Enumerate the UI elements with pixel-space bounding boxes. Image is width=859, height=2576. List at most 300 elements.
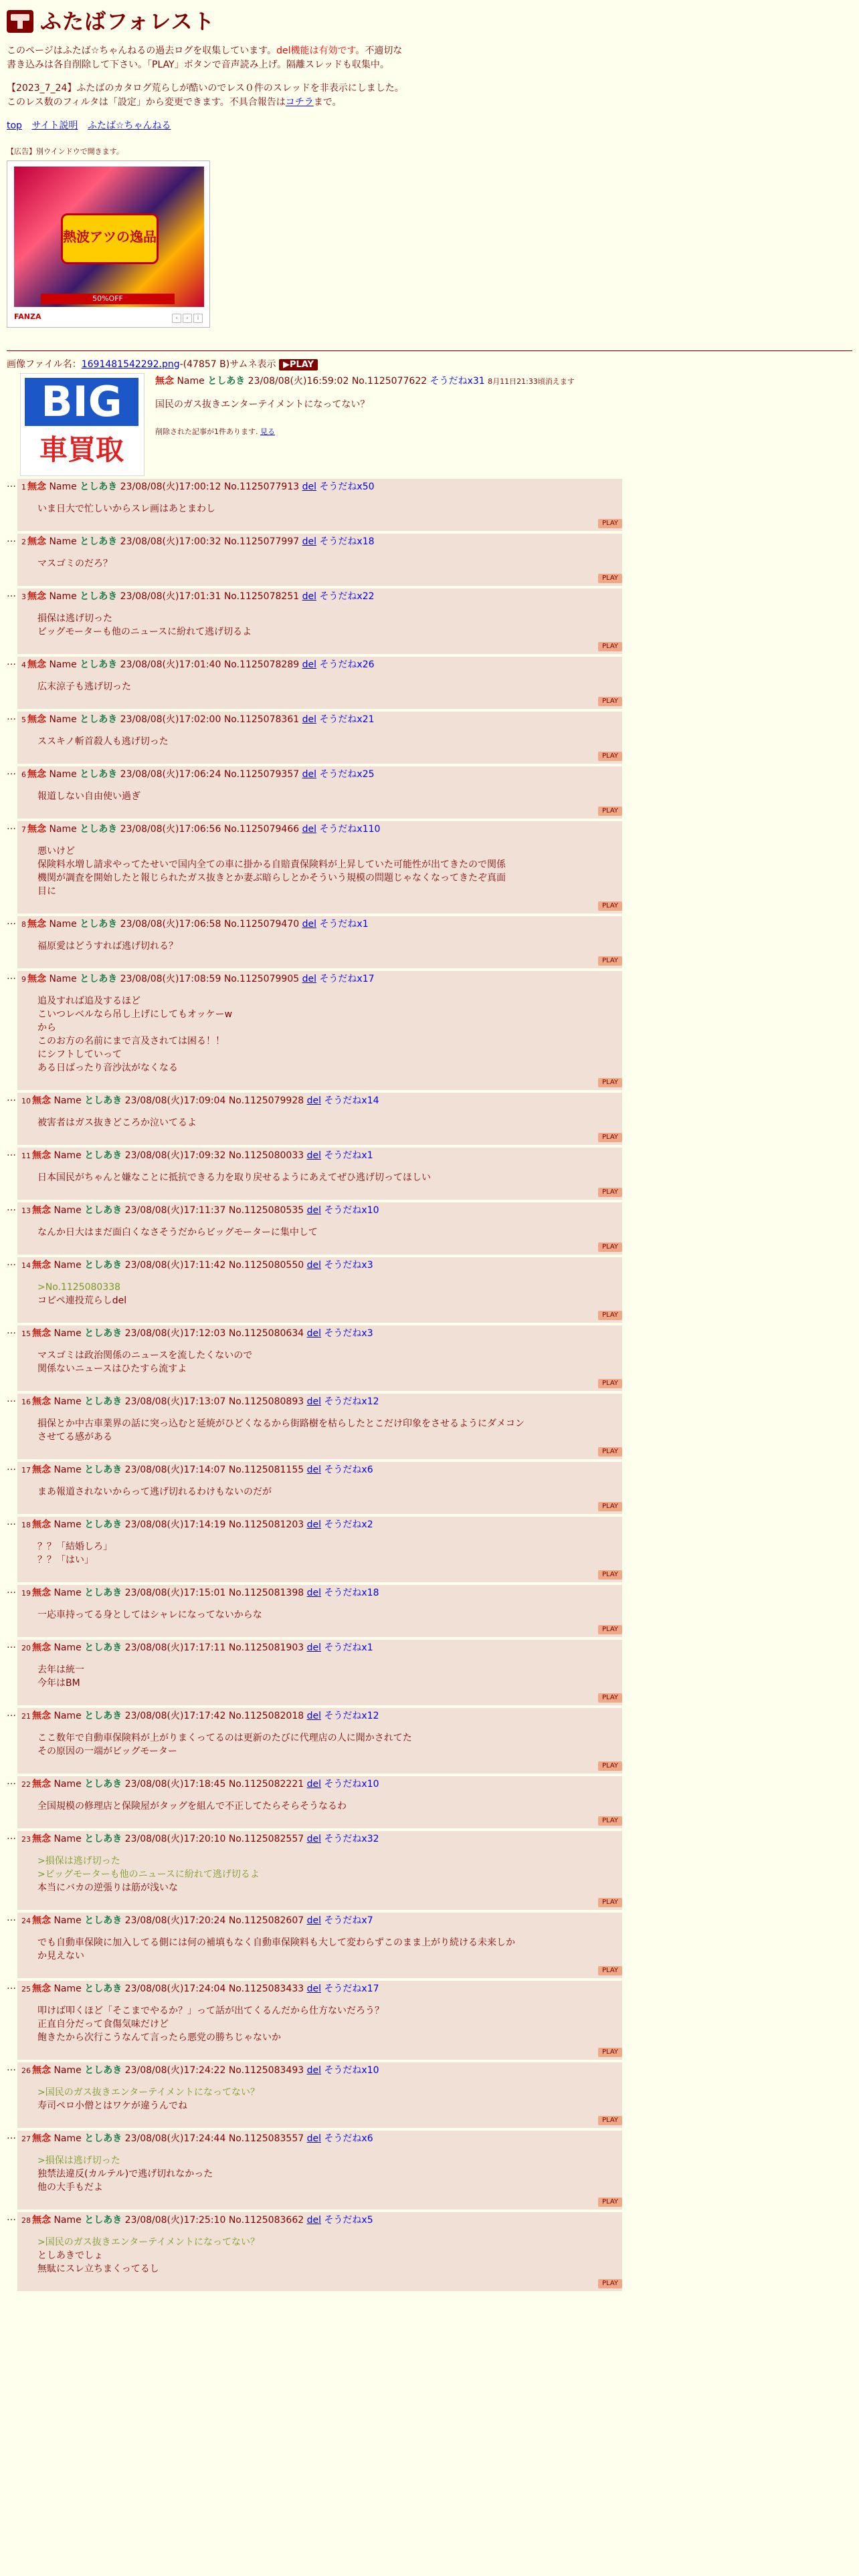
reply-number[interactable]: No.1125078361 <box>223 714 300 725</box>
reply-name-label: Name <box>54 1464 82 1475</box>
reply-date: 23/08/08(火)17:24:22 <box>124 2064 226 2076</box>
reply-name: としあき <box>84 1778 122 1790</box>
reply-text <box>37 1281 622 1307</box>
reply-index: 5 <box>21 715 26 724</box>
intro-p1-red: del機能は有効です。 <box>276 45 365 56</box>
reply-line: 被害者はガス抜きどころか泣いてるよ <box>37 1117 197 1128</box>
reply-number[interactable]: No.1125082018 <box>228 1710 304 1721</box>
reply-date: 23/08/08(火)17:11:37 <box>124 1204 226 1216</box>
chevron-left-icon[interactable]: ‹ <box>172 314 181 323</box>
reply-line: か見えない <box>37 1950 84 1961</box>
reply-sodane-button[interactable]: そうだねx110 <box>319 823 381 835</box>
reply-dots: … <box>7 1325 16 1336</box>
reply-index: 8 <box>21 920 26 929</box>
reply-row <box>7 766 839 819</box>
reply-del-link[interactable]: del <box>306 1710 321 1721</box>
reply-index: 25 <box>21 1984 31 1994</box>
reply-sodane-button[interactable]: そうだねx10 <box>324 1778 379 1790</box>
reply-date: 23/08/08(火)17:13:07 <box>124 1396 226 1407</box>
reply-number[interactable]: No.1125082607 <box>228 1915 304 1926</box>
reply-name-label: Name <box>49 768 77 780</box>
site-title: ふたばフォレスト <box>40 9 215 34</box>
reply-sodane-button[interactable]: そうだねx14 <box>324 1095 379 1106</box>
reply-play-button[interactable]: PLAY <box>598 1243 622 1252</box>
reply-name: としあき <box>80 591 118 602</box>
thumb-big-text: BIG <box>25 378 138 426</box>
op-number[interactable]: No.1125077622 <box>351 375 427 387</box>
reply-box <box>17 766 622 819</box>
thumb-kaitori-text: 車買取 <box>25 430 138 470</box>
reply-index: 19 <box>21 1588 31 1598</box>
reply-del-link[interactable]: del <box>306 1519 321 1530</box>
reply-date: 23/08/08(火)17:09:32 <box>124 1150 226 1161</box>
reply-name: としあき <box>84 1642 122 1653</box>
reply-dots: … <box>7 1202 16 1213</box>
reply-header <box>21 1709 622 1723</box>
reply-play-row <box>21 2276 622 2291</box>
reply-del-link[interactable]: del <box>306 1327 321 1339</box>
reply-quote-line: >No.1125080338 <box>37 1281 121 1293</box>
reply-index: 2 <box>21 537 26 546</box>
reply-name-label: Name <box>54 1327 82 1339</box>
reply-number[interactable]: No.1125080893 <box>228 1396 304 1407</box>
reply-dots: … <box>7 588 16 599</box>
reply-number[interactable]: No.1125080535 <box>228 1204 304 1216</box>
reply-row <box>7 479 839 531</box>
reply-sodane-button[interactable]: そうだねx1 <box>319 918 369 930</box>
reply-del-link[interactable]: del <box>302 591 316 602</box>
reply-sodane-button[interactable]: そうだねx2 <box>324 1519 373 1530</box>
reply-dots: … <box>7 656 16 667</box>
reply-del-link[interactable]: del <box>306 1396 321 1407</box>
reply-line: 関係ないニュースはひたすら流すよ <box>37 1363 187 1374</box>
reply-dots: … <box>7 766 16 777</box>
reply-play-button[interactable]: PLAY <box>598 956 622 966</box>
reply-del-link[interactable]: del <box>306 1150 321 1161</box>
reply-del-link[interactable]: del <box>302 481 316 492</box>
reply-line: 目に <box>37 885 56 897</box>
reply-sodane-button[interactable]: そうだねx17 <box>324 1983 379 1994</box>
reply-name-label: Name <box>54 1259 82 1271</box>
reply-header <box>21 1586 622 1600</box>
reply-text <box>37 2086 622 2113</box>
reply-date: 23/08/08(火)17:12:03 <box>124 1327 226 1339</box>
reply-number[interactable]: No.1125080634 <box>228 1327 304 1339</box>
reply-name-label: Name <box>54 1396 82 1407</box>
reply-del-link[interactable]: del <box>306 1778 321 1790</box>
reply-index: 3 <box>21 592 26 601</box>
reply-line: 本当にバカの逆張りは筋が浅いな <box>37 1882 178 1893</box>
reply-box <box>17 588 622 654</box>
reply-text <box>37 994 622 1075</box>
reply-subject: 無念 <box>32 1150 51 1161</box>
reply-line: こいつレベルなら吊し上げにしてもオッケーw <box>37 1008 233 1020</box>
reply-del-link[interactable]: del <box>306 1587 321 1598</box>
reply-del-link[interactable]: del <box>302 973 316 984</box>
reply-play-button[interactable]: PLAY <box>598 1133 622 1142</box>
reply-del-link[interactable]: del <box>306 1983 321 1994</box>
reply-text <box>37 790 622 803</box>
reply-row <box>7 1325 839 1391</box>
reply-del-link[interactable]: del <box>306 1095 321 1106</box>
op-expire: 8月11日21:33頃消えます <box>488 377 575 386</box>
reply-name-label: Name <box>54 1778 82 1790</box>
reply-del-link[interactable]: del <box>302 714 316 725</box>
reply-play-button[interactable]: PLAY <box>598 901 622 911</box>
reply-name: としあき <box>84 1833 122 1844</box>
op-play-button[interactable]: ▶PLAY <box>279 359 318 370</box>
reply-play-row <box>21 1622 622 1637</box>
futaba-logo-icon <box>7 10 33 33</box>
reply-del-link[interactable]: del <box>302 918 316 930</box>
op-header <box>155 374 575 389</box>
reply-row <box>7 1148 839 1200</box>
reply-number[interactable]: No.1125079357 <box>223 768 300 780</box>
reply-name: としあき <box>84 1587 122 1598</box>
reply-name: としあき <box>84 1915 122 1926</box>
reply-dots: … <box>7 1092 16 1103</box>
reply-number[interactable]: No.1125078251 <box>223 591 300 602</box>
op-thumbnail[interactable] <box>20 373 145 476</box>
reply-number[interactable]: No.1125079466 <box>223 823 300 835</box>
reply-play-button[interactable]: PLAY <box>598 574 622 583</box>
reply-del-link[interactable]: del <box>306 1259 321 1271</box>
reply-del-link[interactable]: del <box>302 823 316 835</box>
reply-text <box>37 940 622 953</box>
reply-play-row <box>21 1130 622 1145</box>
reply-sodane-button[interactable]: そうだねx18 <box>324 1587 379 1598</box>
reply-row <box>7 1776 839 1828</box>
reply-index: 18 <box>21 1520 31 1529</box>
reply-index: 21 <box>21 1711 31 1721</box>
reply-subject: 無念 <box>27 973 46 984</box>
reply-play-button[interactable]: PLAY <box>598 752 622 761</box>
reply-number[interactable]: No.1125077913 <box>223 481 300 492</box>
reply-sodane-button[interactable]: そうだねx21 <box>319 714 375 725</box>
reply-number[interactable]: No.1125081203 <box>228 1519 304 1530</box>
reply-header <box>21 918 622 932</box>
reply-name-label: Name <box>49 823 77 835</box>
reply-play-button[interactable]: PLAY <box>598 1379 622 1388</box>
reply-name-label: Name <box>49 536 77 547</box>
reply-row <box>7 1831 839 1910</box>
reply-box <box>17 1708 622 1774</box>
reply-line: 正直自分だって食傷気味だけど <box>37 2018 169 2030</box>
reply-sodane-button[interactable]: そうだねx1 <box>324 1150 373 1161</box>
intro-paragraph-2 <box>7 82 408 110</box>
reply-box <box>17 1462 622 1514</box>
op-file-link[interactable]: 1691481542292.png <box>81 358 180 370</box>
reply-header <box>21 2132 622 2146</box>
reply-play-button[interactable]: PLAY <box>598 2048 622 2057</box>
reply-play-row <box>21 1567 622 1582</box>
reply-sodane-button[interactable]: そうだねx7 <box>324 1915 373 1926</box>
reply-play-button[interactable]: PLAY <box>598 1898 622 1907</box>
reply-play-button[interactable]: PLAY <box>598 642 622 651</box>
reply-play-row <box>21 1758 622 1774</box>
reply-subject: 無念 <box>27 481 46 492</box>
reply-index: 20 <box>21 1643 31 1652</box>
reply-play-row <box>21 1239 622 1255</box>
reply-del-link[interactable]: del <box>306 2064 321 2076</box>
info-icon[interactable]: i <box>193 314 203 323</box>
reply-number[interactable]: No.1125078289 <box>223 659 300 670</box>
reply-number[interactable]: No.1125081398 <box>228 1587 304 1598</box>
reply-name: としあき <box>80 918 118 930</box>
reply-quote-line: >損保は逃げ切った <box>37 2155 120 2166</box>
reply-subject: 無念 <box>32 1519 51 1530</box>
reply-line: 保険料水増し請求やってたせいで国内全ての車に掛かる自賠責保険料が上昇していた可能性が出てきたので関係 <box>37 859 506 870</box>
reply-dots: … <box>7 1912 16 1923</box>
reply-sodane-button[interactable]: そうだねx17 <box>319 973 375 984</box>
reply-del-link[interactable]: del <box>306 1833 321 1844</box>
reply-number[interactable]: No.1125081155 <box>228 1464 304 1475</box>
reply-subject: 無念 <box>32 1327 51 1339</box>
reply-subject: 無念 <box>32 1259 51 1271</box>
op-sodane-button[interactable]: そうだねx31 <box>430 375 485 387</box>
reply-sodane-button[interactable]: そうだねx32 <box>324 1833 379 1844</box>
intro-paragraph-1 <box>7 44 408 72</box>
reply-sodane-button[interactable]: そうだねx18 <box>319 536 375 547</box>
reply-header <box>21 972 622 986</box>
nav-top-link[interactable]: top <box>7 120 22 131</box>
reply-subject: 無念 <box>32 2133 51 2144</box>
reply-text <box>37 502 622 516</box>
intro-p2: 【2023_7_24】ふたばのカタログ荒らしが酷いのでレス０件のスレッドを非表示にしました。このレス数のフィルタは「設定」から変更できます。不具合報告は <box>7 83 404 108</box>
reply-play-button[interactable]: PLAY <box>598 1447 622 1457</box>
reply-line: ？？「結婚しろ」 <box>37 1541 112 1552</box>
reply-text <box>37 1731 622 1758</box>
reply-number[interactable]: No.1125083662 <box>228 2214 304 2226</box>
reply-number[interactable]: No.1125082221 <box>228 1778 304 1790</box>
reply-number[interactable]: No.1125079928 <box>228 1095 304 1106</box>
reply-name: としあき <box>84 1327 122 1339</box>
reply-del-link[interactable]: del <box>306 1464 321 1475</box>
reply-row <box>7 821 839 914</box>
reply-line: 今年はBM <box>37 1677 80 1689</box>
reply-sodane-button[interactable]: そうだねx12 <box>324 1396 379 1407</box>
reply-sodane-button[interactable]: そうだねx10 <box>324 1204 379 1216</box>
reply-date: 23/08/08(火)17:14:07 <box>124 1464 226 1475</box>
reply-name-label: Name <box>54 1587 82 1598</box>
reply-box <box>17 971 622 1090</box>
reply-date: 23/08/08(火)17:00:12 <box>120 481 221 492</box>
reply-text <box>37 1485 622 1499</box>
reply-sodane-button[interactable]: そうだねx10 <box>324 2064 379 2076</box>
reply-play-row <box>21 693 622 709</box>
reply-play-button[interactable]: PLAY <box>598 1761 622 1771</box>
nav-futaba-link[interactable]: ふたば☆ちゃんねる <box>87 120 171 131</box>
reply-sodane-button[interactable]: そうだねx50 <box>319 481 375 492</box>
reply-number[interactable]: No.1125077997 <box>223 536 300 547</box>
reply-number[interactable]: No.1125080033 <box>228 1150 304 1161</box>
reply-sodane-button[interactable]: そうだねx5 <box>324 2214 373 2226</box>
intro-p2-end: まで。 <box>313 97 342 108</box>
reply-name-label: Name <box>54 1095 82 1106</box>
reply-play-button[interactable]: PLAY <box>598 1502 622 1511</box>
reply-header <box>21 713 622 727</box>
separator <box>7 350 852 351</box>
reply-name: としあき <box>84 1150 122 1161</box>
reply-line: ここ数年で自動車保険料が上がりまくってるのは更新のたびに代理店の人に聞かされてた <box>37 1732 412 1743</box>
reply-box <box>17 1517 622 1582</box>
reply-play-button[interactable]: PLAY <box>598 519 622 528</box>
reply-box <box>17 2062 622 2128</box>
reply-date: 23/08/08(火)17:25:10 <box>124 2214 226 2226</box>
ad-badge: 熱波アツの逸品 <box>61 213 159 264</box>
reply-number[interactable]: No.1125080550 <box>228 1259 304 1271</box>
show-deleted-link[interactable]: 見る <box>260 427 275 436</box>
ad-banner[interactable] <box>7 160 210 328</box>
reply-index: 22 <box>21 1780 31 1789</box>
reply-line: なんか日大はまだ面白くなさそうだからビッグモーターに集中して <box>37 1226 318 1238</box>
reply-del-link[interactable]: del <box>306 2133 321 2144</box>
reply-number[interactable]: No.1125083557 <box>228 2133 304 2144</box>
reply-text <box>37 1608 622 1622</box>
intro-p1: このページはふたば☆ちゃんねるの過去ログを収集しています。 <box>7 45 277 56</box>
reply-row <box>7 1202 839 1255</box>
site-header <box>7 5 839 37</box>
reply-line: させてる感がある <box>37 1431 112 1442</box>
reply-line: ？？「はい」 <box>37 1554 94 1566</box>
reply-line: マスゴミは政治関係のニュースを流したくないので <box>37 1350 253 1361</box>
reply-sodane-button[interactable]: そうだねx12 <box>324 1710 379 1721</box>
reply-sodane-button[interactable]: そうだねx6 <box>324 2133 373 2144</box>
reply-text <box>37 735 622 748</box>
ad-discount: 50%OFF <box>41 294 175 304</box>
reply-sodane-button[interactable]: そうだねx6 <box>324 1464 373 1475</box>
reply-row <box>7 2212 839 2291</box>
reply-line: 損保とか中古車業界の話に突っ込むと延焼がひどくなるから街路樹を枯らしたとこだけ印象をさせるようにダメコン <box>37 1418 524 1429</box>
reply-play-button[interactable]: PLAY <box>598 1078 622 1087</box>
reply-del-link[interactable]: del <box>306 1915 321 1926</box>
reply-date: 23/08/08(火)17:17:11 <box>124 1642 226 1653</box>
reply-index: 14 <box>21 1261 31 1270</box>
reply-row <box>7 971 839 1090</box>
reply-text <box>37 557 622 570</box>
reply-line: 広末涼子も逃げ切った <box>37 681 131 692</box>
reply-play-button[interactable]: PLAY <box>598 2116 622 2125</box>
reply-number[interactable]: No.1125079905 <box>223 973 300 984</box>
reply-play-button[interactable]: PLAY <box>598 1311 622 1320</box>
reply-play-row <box>21 953 622 968</box>
reply-line: にシフトしていって <box>37 1049 122 1060</box>
intro-text <box>7 44 408 110</box>
reply-date: 23/08/08(火)17:01:31 <box>120 591 221 602</box>
reply-play-button[interactable]: PLAY <box>598 697 622 706</box>
reply-play-row <box>21 748 622 764</box>
reply-subject: 無念 <box>27 714 46 725</box>
reply-line: 悪いけど <box>37 845 75 857</box>
reply-play-button[interactable]: PLAY <box>598 1816 622 1826</box>
reply-del-link[interactable]: del <box>302 659 316 670</box>
reply-dots: … <box>7 533 16 544</box>
file-meta: -(47857 B)サムネ表示 <box>179 358 276 370</box>
reply-box <box>17 1981 622 2060</box>
nav-about-link[interactable]: サイト説明 <box>31 120 78 131</box>
reply-header <box>21 1518 622 1532</box>
reply-date: 23/08/08(火)17:02:00 <box>120 714 221 725</box>
reply-row <box>7 534 839 586</box>
reply-subject: 無念 <box>32 1983 51 1994</box>
reply-play-button[interactable]: PLAY <box>598 1966 622 1975</box>
reply-play-row <box>21 1184 622 1200</box>
reply-del-link[interactable]: del <box>306 1642 321 1653</box>
reply-number[interactable]: No.1125083433 <box>228 1983 304 1994</box>
reply-play-row <box>21 2113 622 2128</box>
reply-del-link[interactable]: del <box>302 536 316 547</box>
reply-number[interactable]: No.1125081903 <box>228 1642 304 1653</box>
chevron-right-icon[interactable]: › <box>183 314 192 323</box>
reply-box <box>17 657 622 709</box>
reply-play-button[interactable]: PLAY <box>598 1625 622 1634</box>
reply-text <box>37 1349 622 1376</box>
reply-play-row <box>21 1307 622 1323</box>
reply-row <box>7 588 839 654</box>
reply-subject: 無念 <box>32 1204 51 1216</box>
reply-sodane-button[interactable]: そうだねx1 <box>324 1642 373 1653</box>
reply-del-link[interactable]: del <box>306 1204 321 1216</box>
op-file-line <box>7 358 839 372</box>
reply-line: いま日大で忙しいからスレ画はあとまわし <box>37 503 215 514</box>
reply-play-row <box>21 516 622 531</box>
reply-play-button[interactable]: PLAY <box>598 1570 622 1580</box>
op-name-label: Name <box>177 375 205 387</box>
reply-del-link[interactable]: del <box>302 768 316 780</box>
reply-dots: … <box>7 1516 16 1527</box>
reply-sodane-button[interactable]: そうだねx3 <box>324 1259 373 1271</box>
reply-text <box>37 2004 622 2044</box>
reply-del-link[interactable]: del <box>306 2214 321 2226</box>
reply-sodane-button[interactable]: そうだねx25 <box>319 768 375 780</box>
reply-row <box>7 1708 839 1774</box>
ad-image[interactable] <box>14 167 204 307</box>
reply-number[interactable]: No.1125079470 <box>223 918 300 930</box>
reply-name: としあき <box>80 714 118 725</box>
reply-name: としあき <box>84 2214 122 2226</box>
reply-line: ススキノ斬首殺人も逃げ切った <box>37 736 169 747</box>
reply-dots: … <box>7 1461 16 1473</box>
reply-number[interactable]: No.1125082557 <box>228 1833 304 1844</box>
reply-line: 去年は統一 <box>37 1664 84 1675</box>
reply-text <box>37 1936 622 1963</box>
reply-play-button[interactable]: PLAY <box>598 2197 622 2207</box>
reply-play-button[interactable]: PLAY <box>598 2279 622 2288</box>
reply-line: 無駄にスレ立ちまくってるし <box>37 2263 159 2274</box>
reply-subject: 無念 <box>32 2064 51 2076</box>
reply-header <box>21 1094 622 1108</box>
reply-line: でも自動車保険に加入してる側には何の補填もなく自動車保険料も大して変わらずこのまま上がり続ける未来しか <box>37 1937 515 1948</box>
reply-dots: … <box>7 478 16 490</box>
reply-name: としあき <box>84 1259 122 1271</box>
reply-line: としあきでしょ <box>37 2250 103 2261</box>
reply-subject: 無念 <box>32 1710 51 1721</box>
reply-dots: … <box>7 1980 16 1992</box>
reply-number[interactable]: No.1125083493 <box>228 2064 304 2076</box>
reply-play-button[interactable]: PLAY <box>598 1188 622 1197</box>
reply-sodane-button[interactable]: そうだねx3 <box>324 1327 373 1339</box>
reply-play-row <box>21 1444 622 1459</box>
report-link[interactable]: コチラ <box>285 97 314 108</box>
reply-sodane-button[interactable]: そうだねx26 <box>319 659 375 670</box>
reply-index: 27 <box>21 2134 31 2143</box>
reply-sodane-button[interactable]: そうだねx22 <box>319 591 375 602</box>
reply-play-button[interactable]: PLAY <box>598 807 622 816</box>
reply-play-button[interactable]: PLAY <box>598 1693 622 1703</box>
reply-date: 23/08/08(火)17:18:45 <box>124 1778 226 1790</box>
reply-subject: 無念 <box>32 1915 51 1926</box>
reply-name-label: Name <box>54 2064 82 2076</box>
